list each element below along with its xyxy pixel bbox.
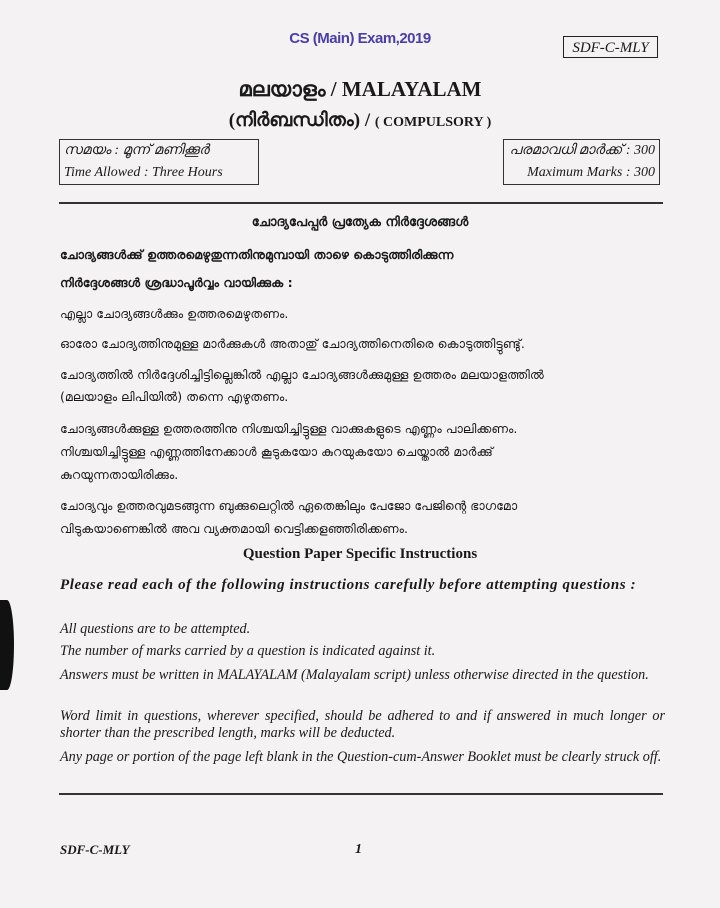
subtitle-ml: (നിർബന്ധിതം) / bbox=[228, 110, 375, 131]
ml-instruction-3b: (മലയാളം ലിപിയിൽ) തന്നെ എഴുതണം. bbox=[60, 389, 289, 404]
ml-instruction-5a: ചോദ്യവും ഉത്തരവുമടങ്ങുന്ന ബുക്കുലെറ്റിൽ ഏതെങ്കിലും പേജോ പേജിന്റെ ഭാഗമോ bbox=[60, 498, 518, 513]
ml-intro-line-2: നിർദ്ദേശങ്ങൾ ശ്രദ്ധാപൂർവ്വം വായിക്കുക : bbox=[60, 275, 293, 290]
en-instructions-heading: Question Paper Specific Instructions bbox=[242, 546, 478, 562]
maximum-marks-en: Maximum Marks : 300 bbox=[527, 165, 655, 180]
ml-intro-line-1: ചോദ്യങ്ങൾക്കു് ഉത്തരമെഴുതുന്നതിനുമുമ്പായി താഴെ കൊടുത്തിരിക്കുന്ന bbox=[60, 247, 454, 262]
en-instruction-4: Word limit in questions, wherever specified, should be adhered to and if answered in much longer or shorter than the prescribed length, marks will be deducted. bbox=[60, 708, 665, 741]
maximum-marks-box bbox=[503, 139, 660, 185]
time-allowed-en: Time Allowed : Three Hours bbox=[64, 165, 223, 180]
ml-instruction-3a: ചോദ്യത്തിൽ നിർദ്ദേശിച്ചിട്ടില്ലെങ്കിൽ എല്ലാ ചോദ്യങ്ങൾക്കുമുള്ള ഉത്തരം മലയാളത്തിൽ bbox=[60, 367, 544, 382]
en-instruction-5: Any page or portion of the page left blank in the Question-cum-Answer Booklet must be clearly struck off. bbox=[60, 749, 662, 765]
en-intro: Please read each of the following instructions carefully before attempting questions : bbox=[60, 577, 637, 593]
time-allowed-ml: സമയം : മൂന്ന് മണിക്കൂർ bbox=[64, 143, 209, 158]
scan-edge-mark bbox=[0, 600, 14, 690]
paper-title: മലയാളം / MALAYALAM bbox=[238, 77, 482, 101]
page-number: 1 bbox=[355, 842, 362, 857]
maximum-marks-ml: പരമാവധി മാർക്ക് : 300 bbox=[509, 143, 655, 158]
footer-paper-code: SDF-C-MLY bbox=[60, 842, 130, 857]
subtitle-en: ( COMPULSORY ) bbox=[374, 115, 492, 130]
ml-instruction-1: എല്ലാ ചോദ്യങ്ങൾക്കും ഉത്തരമെഴുതണം. bbox=[60, 306, 289, 321]
divider-top bbox=[59, 202, 663, 204]
paper-subtitle bbox=[0, 110, 720, 132]
en-instruction-3: Answers must be written in MALAYALAM (Malayalam script) unless otherwise directed in the question. bbox=[60, 667, 649, 683]
exam-stamp: CS (Main) Exam,2019 bbox=[289, 30, 431, 47]
en-instruction-1: All questions are to be attempted. bbox=[60, 621, 251, 637]
ml-instruction-4b: നിശ്ചയിച്ചിട്ടുള്ള എണ്ണത്തിനേക്കാൾ കൂടുകയോ കുറയുകയോ ചെയ്താൽ മാർക്കു് bbox=[60, 444, 493, 459]
paper-code-box: SDF-C-MLY bbox=[563, 36, 658, 58]
ml-instruction-4c: കുറയുന്നതായിരിക്കും. bbox=[60, 467, 179, 482]
ml-instructions-heading: ചോദ്യപേപ്പർ പ്രത്യേക നിർദ്ദേശങ്ങൾ bbox=[251, 215, 469, 230]
divider-bottom bbox=[59, 793, 663, 795]
en-instruction-2: The number of marks carried by a question is indicated against it. bbox=[60, 643, 436, 659]
time-allowed-box bbox=[59, 139, 259, 185]
ml-instruction-5b: വിടുകയാണെങ്കിൽ അവ വ്യക്തമായി വെട്ടിക്കളഞ്ഞിരിക്കണം. bbox=[60, 521, 409, 536]
ml-instruction-2: ഓരോ ചോദ്യത്തിനുമുള്ള മാർക്കുകൾ അതാതു് ചോദ്യത്തിനെതിരെ കൊടുത്തിട്ടുണ്ടു്. bbox=[60, 336, 525, 351]
ml-instruction-4a: ചോദ്യങ്ങൾക്കുള്ള ഉത്തരത്തിനു നിശ്ചയിച്ചിട്ടുള്ള വാക്കുകളുടെ എണ്ണം പാലിക്കണം. bbox=[60, 421, 518, 436]
